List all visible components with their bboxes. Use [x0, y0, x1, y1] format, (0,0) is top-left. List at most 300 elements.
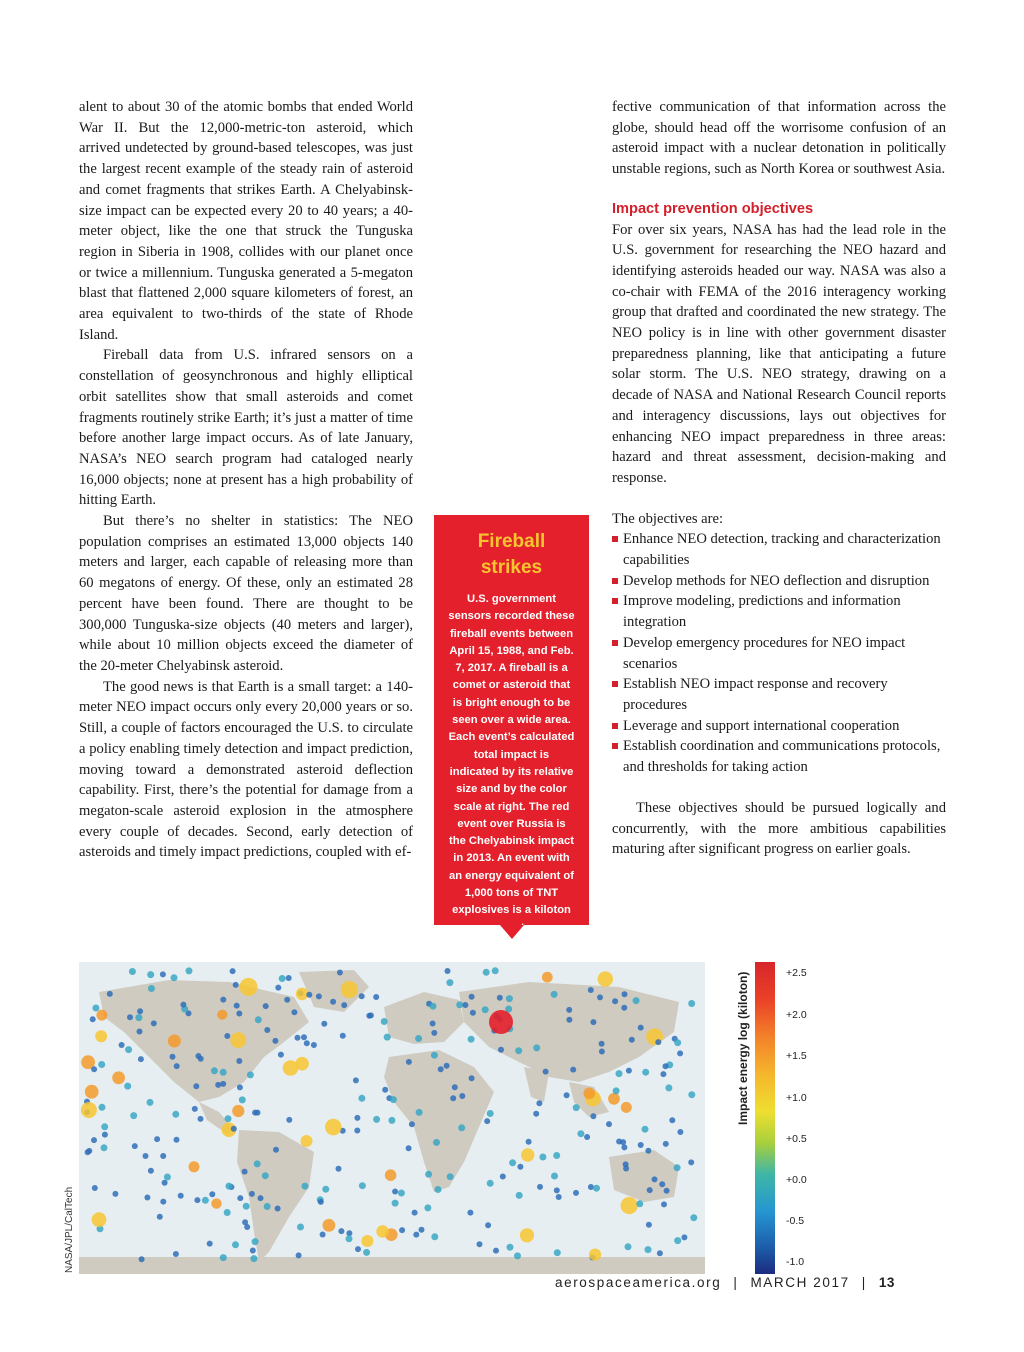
fireball-event-dot — [125, 1046, 132, 1053]
fireball-event-dot — [533, 1044, 540, 1051]
fireball-event-dot — [147, 971, 154, 978]
fireball-event-dot — [373, 1116, 380, 1123]
fireball-event-dot — [215, 1082, 221, 1088]
fireball-event-dot — [520, 1228, 534, 1242]
fireball-event-dot — [170, 1054, 176, 1060]
fireball-event-dot — [232, 1105, 244, 1117]
fireball-event-dot — [234, 1003, 240, 1009]
fireball-event-dot — [516, 1192, 523, 1199]
fireball-event-dot — [220, 997, 226, 1003]
fireball-event-dot — [286, 1117, 292, 1123]
objective-item: Develop emergency procedures for NEO impact scenarios — [612, 633, 946, 674]
objectives-intro: The objectives are: — [612, 510, 724, 527]
fireball-event-dot — [318, 1199, 324, 1205]
fireball-event-dot — [456, 1001, 463, 1008]
fireball-event-dot — [664, 1188, 670, 1194]
fireball-event-dot — [506, 995, 513, 1002]
fireball-event-dot — [554, 1187, 560, 1193]
fireball-event-dot — [355, 1246, 361, 1252]
fireball-event-dot — [85, 1085, 99, 1099]
fireball-event-dot — [469, 994, 475, 1000]
fireball-event-dot — [91, 1137, 97, 1143]
fireball-event-dot — [536, 1100, 542, 1106]
fireball-event-dot — [81, 1102, 97, 1118]
fireball-event-dot — [606, 1121, 612, 1127]
fireball-event-dot — [304, 1040, 310, 1046]
fireball-event-dot — [564, 1092, 570, 1098]
fireball-event-dot — [657, 1250, 663, 1256]
fireball-event-dot — [172, 1111, 179, 1118]
objective-item: Develop methods for NEO deflection and disruption — [612, 571, 946, 592]
objectives-list — [612, 529, 946, 777]
fireball-event-dot — [130, 1112, 137, 1119]
legend-tick: +1.5 — [786, 1050, 807, 1062]
fireball-event-dot — [450, 1095, 456, 1101]
fireball-event-dot — [415, 1035, 422, 1042]
world-map-svg — [79, 962, 705, 1274]
fireball-event-dot — [588, 987, 594, 993]
sidebar-title: Fireball strikes — [477, 531, 546, 578]
page-number: 13 — [878, 1275, 895, 1290]
fireball-event-dot — [338, 1228, 344, 1234]
fireball-event-dot — [590, 1113, 596, 1119]
fireball-event-dot — [264, 1203, 271, 1210]
fireball-event-dot — [533, 1111, 539, 1117]
fireball-event-dot — [311, 1042, 317, 1048]
fireball-event-dot — [353, 1077, 359, 1083]
fireball-event-dot — [279, 975, 286, 982]
fireball-event-dot — [154, 1136, 160, 1142]
fireball-event-dot — [642, 1126, 649, 1133]
fireball-event-dot — [652, 1176, 658, 1182]
fireball-event-dot — [162, 1180, 168, 1186]
fireball-event-dot — [323, 1219, 336, 1232]
fireball-event-dot — [220, 1081, 226, 1087]
fireball-event-dot — [297, 1224, 304, 1231]
fireball-event-dot — [186, 967, 193, 974]
fireball-event-dot — [588, 1184, 594, 1190]
fireball-event-dot — [86, 1148, 92, 1154]
fireball-event-dot — [500, 1174, 506, 1180]
fireball-event-dot — [148, 985, 155, 992]
fireball-event-dot — [96, 1010, 107, 1021]
fireball-event-dot — [262, 1172, 269, 1179]
fireball-event-dot — [119, 1042, 125, 1048]
fireball-event-dot — [320, 1232, 326, 1238]
fireball-event-dot — [244, 1224, 250, 1230]
fireball-event-dot — [160, 1199, 166, 1205]
fireball-event-dot — [325, 1119, 342, 1136]
fireball-event-dot — [95, 1030, 107, 1042]
objective-item: Establish NEO impact response and recovery procedures — [612, 674, 946, 715]
fireball-event-dot — [598, 971, 613, 986]
antarctica — [79, 1257, 705, 1274]
fireball-event-dot — [321, 1021, 327, 1027]
fireball-event-dot — [198, 1116, 204, 1122]
fireball-event-dot — [341, 1002, 347, 1008]
fireball-event-dot — [669, 1117, 675, 1123]
fireball-event-dot — [336, 1166, 342, 1172]
fireball-event-dot — [659, 1181, 665, 1187]
fireball-event-dot — [211, 1198, 221, 1208]
fireball-event-dot — [430, 1003, 437, 1010]
fireball-event-dot — [566, 1007, 572, 1013]
fireball-event-dot — [621, 1102, 632, 1113]
fireball-event-dot — [346, 1235, 353, 1242]
fireball-event-dot — [621, 1197, 638, 1214]
fireball-event-dot — [477, 1241, 483, 1247]
fireball-event-dot — [209, 1191, 215, 1197]
fireball-event-dot — [638, 1142, 644, 1148]
fireball-event-dot — [306, 992, 312, 998]
fireball-event-dot — [416, 1109, 423, 1116]
fireball-event-dot — [129, 968, 136, 975]
fireball-event-dot — [677, 1050, 683, 1056]
section-heading: Impact prevention objectives — [612, 200, 814, 217]
fireball-event-dot — [622, 991, 628, 997]
fireball-event-dot — [435, 1186, 442, 1193]
fireball-event-dot — [633, 997, 640, 1004]
fireball-event-dot — [661, 1201, 667, 1207]
fireball-event-dot — [663, 1141, 669, 1147]
fireball-event-dot — [192, 1106, 198, 1112]
fireball-event-dot — [655, 1039, 661, 1045]
fireball-event-dot — [526, 1139, 532, 1145]
fireball-event-dot — [91, 1066, 97, 1072]
fireball-event-dot — [236, 1011, 242, 1017]
fireball-event-dot — [677, 1129, 683, 1135]
fireball-event-dot — [224, 1209, 231, 1216]
fireball-event-dot — [385, 1169, 397, 1181]
fireball-event-dot — [224, 1033, 230, 1039]
fireball-event-dot — [409, 1121, 415, 1127]
fireball-event-dot — [263, 1003, 269, 1009]
fireball-event-dot — [681, 1234, 687, 1240]
objective-item: Enhance NEO detection, tracking and characterization capabilities — [612, 529, 946, 570]
fireball-event-dot — [392, 1189, 398, 1195]
fireball-event-dot — [398, 1190, 405, 1197]
section-body: For over six years, NASA has had the lead role in the U.S. government for researching the NEO hazard and identifying asteroids headed our way. NASA was also a co-chair with FEMA of the 2016 interagency working group that drafted and coordinated the new strategy. The NEO policy is in line with other government disaster preparedness planning, like that anticipating a future solar storm. The U.S. NEO strategy, drawing on a decade of NASA and National Research Council reports and interagency discussions, lays out objectives for enhancing NEO impact preparedness in three areas: hazard and threat assessment, decision-making and response. — [612, 221, 946, 486]
fireball-event-dot — [638, 1025, 644, 1031]
fireball-event-dot — [363, 1249, 370, 1256]
fireball-event-dot — [98, 1061, 105, 1068]
fireball-event-dot — [554, 1249, 561, 1256]
fireball-event-dot — [194, 1197, 200, 1203]
fireball-event-dot — [663, 1063, 669, 1069]
fireball-event-dot — [137, 1008, 143, 1014]
fireball-event-dot — [92, 1185, 98, 1191]
fireball-event-dot — [247, 1071, 254, 1078]
fireball-event-dot — [551, 991, 558, 998]
fireball-event-dot — [509, 1159, 516, 1166]
fireball-event-dot — [359, 993, 365, 999]
fireball-event-dot — [674, 1164, 681, 1171]
legend-tick: +1.0 — [786, 1092, 807, 1104]
fireball-event-dot — [236, 1058, 242, 1064]
fireball-event-dot — [226, 1183, 233, 1190]
fireball-event-dot — [381, 1018, 388, 1025]
fireball-event-dot — [556, 1194, 562, 1200]
fireball-event-dot — [275, 985, 281, 991]
fireball-event-dot — [341, 981, 358, 998]
fireball-event-dot — [573, 1104, 580, 1111]
fireball-event-dot — [593, 1185, 600, 1192]
fireball-event-dot — [107, 991, 113, 997]
fireball-event-dot — [430, 1021, 436, 1027]
fireball-event-dot — [160, 971, 166, 977]
fireball-event-dot — [382, 1087, 388, 1093]
fireball-event-dot — [468, 1036, 475, 1043]
page-footer: aerospaceamerica.org | MARCH 2017 | 13 — [555, 1275, 895, 1290]
fireball-event-dot — [646, 1222, 652, 1228]
fireball-event-dot — [160, 1153, 166, 1159]
fireball-event-dot — [373, 994, 379, 1000]
fireball-event-dot — [283, 1060, 299, 1076]
fireball-event-dot — [220, 1069, 227, 1076]
fireball-event-dot — [237, 1084, 243, 1090]
fireball-event-dot — [316, 993, 322, 999]
fireball-event-dot — [438, 1066, 444, 1072]
fireball-event-dot — [392, 1200, 399, 1207]
fireball-event-dot — [492, 967, 499, 974]
fireball-event-dot — [645, 1148, 651, 1154]
fireball-event-dot — [543, 1069, 549, 1075]
fireball-event-dot — [337, 970, 343, 976]
fireball-event-dot — [674, 1237, 681, 1244]
fireball-event-dot — [220, 1254, 227, 1261]
chelyabinsk-event-dot — [489, 1010, 513, 1034]
fireball-event-dot — [444, 1063, 450, 1069]
fireball-event-dot — [137, 1029, 143, 1035]
fireball-event-dot — [537, 1184, 543, 1190]
fireball-event-dot — [688, 1091, 695, 1098]
fireball-event-dot — [636, 1200, 643, 1207]
fireball-event-dot — [469, 1075, 475, 1081]
fireball-event-dot — [278, 1052, 284, 1058]
fireball-event-dot — [647, 1187, 653, 1193]
fireball-event-dot — [406, 1059, 412, 1065]
fireball-event-dot — [273, 1147, 279, 1153]
fireball-event-dot — [446, 979, 453, 986]
fireball-event-dot — [412, 1210, 418, 1216]
fireball-event-dot — [250, 1248, 256, 1254]
fireball-event-dot — [485, 1222, 491, 1228]
legend-tick: -1.0 — [786, 1256, 805, 1268]
fireball-event-dot — [99, 1104, 106, 1111]
fireball-event-dot — [101, 1144, 108, 1151]
fireball-event-dot — [284, 997, 290, 1003]
fireball-event-dot — [272, 1038, 278, 1044]
fireball-event-dot — [497, 995, 503, 1001]
fireball-event-dot — [258, 1195, 264, 1201]
fireball-event-dot — [470, 1010, 476, 1016]
fireball-event-dot — [255, 1016, 262, 1023]
fireball-event-dot — [616, 1139, 622, 1145]
legend-tick: +2.0 — [786, 1009, 807, 1021]
left-paragraph-4: The good news is that Earth is a small target: a 140-meter NEO impact occurs only every 20,000 years or so. Still, a couple of factors encouraged the U.S. to circulate a policy enabling timely detection and impact prediction, moving toward a demonstrated asteroid deflection capability. First, there’s the potential for damage from a megaton-scale asteroid explosion in the atmosphere every couple of decades. Second, early detection of asteroids and timely impact predictions, coupled with ef- — [79, 678, 413, 861]
fireball-event-dot — [112, 1071, 125, 1084]
fireball-event-dot — [482, 1006, 489, 1013]
fireball-event-dot — [570, 1067, 576, 1073]
objective-item: Improve modeling, predictions and information integration — [612, 591, 946, 632]
fireball-event-dot — [135, 1014, 142, 1021]
fireball-event-dot — [487, 1180, 494, 1187]
fireball-event-dot — [621, 1144, 627, 1150]
fireball-event-dot — [178, 1193, 184, 1199]
fireball-event-dot — [151, 1020, 157, 1026]
fireball-event-dot — [92, 1212, 107, 1227]
fireball-event-dot — [302, 1183, 309, 1190]
fireball-event-dot — [90, 1016, 96, 1022]
fireball-event-dot — [340, 1033, 346, 1039]
fireball-event-dot — [174, 1137, 180, 1143]
fireball-event-dot — [358, 1095, 365, 1102]
fireball-event-dot — [301, 1034, 307, 1040]
fireball-event-dot — [458, 1124, 465, 1131]
fireball-event-dot — [217, 1010, 227, 1020]
fireball-event-dot — [623, 1166, 629, 1172]
fireball-event-dot — [180, 1002, 186, 1008]
fireball-event-dot — [431, 1030, 437, 1036]
fireball-event-dot — [254, 1160, 261, 1167]
fireball-event-dot — [406, 1145, 412, 1151]
fireball-event-dot — [346, 1230, 352, 1236]
fireball-event-dot — [225, 1115, 232, 1122]
photo-credit: NASA/JPL/CalTech — [64, 1186, 75, 1273]
legend-tick: +0.5 — [786, 1133, 807, 1145]
fireball-event-dot — [232, 1241, 239, 1248]
fireball-event-dot — [665, 1084, 672, 1091]
fireball-event-dot — [425, 1171, 432, 1178]
fireball-event-dot — [484, 1118, 490, 1124]
fireball-event-dot — [625, 1243, 632, 1250]
fireball-event-dot — [286, 975, 292, 981]
fireball-event-dot — [252, 1238, 259, 1245]
left-paragraph-3: But there’s no shelter in statistics: The NEO population comprises an estimated 13,000 objects 140 meters and larger, each capable of releasing more than 60 megatons of energy. Of these, only an estimated 28 percent have been found. There are thought to be 300,000 Tunguska-size objects (40 meters and larger), while about 10 million objects exceed the diameter of the 20-meter Chelyabinsk asteroid. — [79, 513, 413, 674]
fireball-event-dot — [102, 1132, 108, 1138]
fireball-event-dot — [452, 1084, 458, 1090]
fireball-event-dot — [577, 1130, 584, 1137]
fireball-event-dot — [322, 1186, 329, 1193]
fireball-event-dot — [354, 1128, 360, 1134]
fireball-event-dot — [193, 1083, 199, 1089]
legend-title: Impact energy log (kiloton) — [736, 971, 750, 1125]
fireball-event-dot — [354, 1115, 360, 1121]
fireball-sidebar — [434, 515, 589, 934]
fireball-event-dot — [674, 1039, 681, 1046]
fireball-event-dot — [202, 1197, 209, 1204]
fireball-event-dot — [376, 1225, 389, 1238]
fireball-event-dot — [233, 982, 239, 988]
fireball-event-dot — [230, 1032, 246, 1048]
fireball-event-dot — [173, 1251, 179, 1257]
fireball-event-dot — [573, 1190, 579, 1196]
fireball-event-dot — [542, 972, 553, 983]
fireball-event-dot — [613, 1087, 620, 1094]
fireball-event-dot — [599, 1041, 605, 1047]
fireball-event-dot — [498, 1047, 504, 1053]
fireball-event-dot — [551, 1173, 558, 1180]
fireball-event-dot — [467, 1210, 473, 1216]
legend-tick: +0.0 — [786, 1174, 807, 1186]
fireball-event-dot — [132, 1143, 138, 1149]
fireball-event-dot — [139, 1256, 145, 1262]
fireball-event-dot — [301, 1135, 313, 1147]
fireball-event-dot — [517, 1164, 523, 1170]
fireball-event-dot — [147, 1099, 154, 1106]
fireball-event-dot — [584, 1134, 590, 1140]
fireball-event-dot — [250, 1255, 257, 1262]
fireball-event-dot — [424, 1204, 431, 1211]
fireball-event-dot — [645, 1246, 652, 1253]
fireball-event-dot — [612, 998, 618, 1004]
fireball-event-dot — [295, 1035, 301, 1041]
right-intro-paragraph: fective communication of that information across the globe, should head off the worrisome confusion of an asteroid impact with a nuclear detonation in politically unstable regions, such as North Korea or southwest Asia. — [612, 99, 946, 178]
fireball-event-dot — [688, 1000, 695, 1007]
fireball-event-dot — [264, 1027, 270, 1033]
fireball-event-dot — [433, 1139, 440, 1146]
left-paragraph-1: alent to about 30 of the atomic bombs that ended World War II. But the 12,000-metric-ton asteroid, which arrived undetected by ground-based telescopes, was just the largest recent example of the steady rain of asteroid and comet fragments that strikes Earth. A Chelyabinsk-size impact can be expected every 20 to 40 years; a 40-meter object, like the one that struck the Tunguska region in Siberia in 1908, collides with our planet once or twice a millennium. Tunguska generated a 5-megaton blast that flattened 2,000 square kilometers of forest, an area equivalent to two-thirds of the state of Rhode Island. — [79, 99, 413, 343]
fireball-event-dot — [616, 1070, 623, 1077]
fireball-event-dot — [445, 968, 451, 974]
fireball-event-dot — [275, 1206, 281, 1212]
left-column — [79, 97, 413, 863]
fireball-event-dot — [189, 1161, 200, 1172]
fireball-event-dot — [388, 1117, 395, 1124]
fireball-event-dot — [174, 1063, 180, 1069]
fireball-event-dot — [237, 1195, 243, 1201]
fireball-event-dot — [148, 1168, 154, 1174]
fireball-event-dot — [124, 1083, 131, 1090]
fireball-event-dot — [195, 1053, 201, 1059]
fireball-event-dot — [626, 1068, 632, 1074]
fireball-event-dot — [168, 1035, 181, 1048]
fireball-event-dot — [597, 994, 603, 1000]
sidebar-body: U.S. government sensors recorded these fireball events between April 15, 1988, and Feb. 7, 2017. A fireball is a comet or asteroid that is bright enough to be seen over a wide area. Each event’s calculated total impact is indicated by its relative size and by the color scale at right. The red event over Russia is the Chelyabinsk impact in 2013. An event with an energy equivalent of 1,000 tons of TNT explosives is a kiloton event. — [448, 593, 575, 934]
fireball-event-dot — [249, 1191, 255, 1197]
fireball-event-dot — [384, 1034, 391, 1041]
fireball-event-dot — [92, 1005, 99, 1012]
fireball-event-dot — [399, 1227, 405, 1233]
fireball-event-dot — [584, 1088, 596, 1100]
fireball-event-dot — [240, 978, 258, 996]
fireball-event-dot — [589, 1249, 601, 1261]
color-scale-bar — [755, 962, 775, 1274]
fireball-event-dot — [507, 1244, 514, 1251]
fireball-event-dot — [690, 1214, 697, 1221]
closing-paragraph: These objectives should be pursued logically and concurrently, with the more ambitious capabilities maturing after significant progress on earlier goals. — [612, 799, 946, 858]
fireball-event-dot — [171, 974, 178, 981]
fireball-event-dot — [296, 1252, 302, 1258]
fireball-event-dot — [642, 1069, 649, 1076]
fireball-event-dot — [447, 1173, 454, 1180]
legend-tick: -0.5 — [786, 1215, 805, 1227]
fireball-event-dot — [493, 1248, 499, 1254]
fireball-event-dot — [629, 1037, 635, 1043]
fireball-event-dot — [514, 1252, 521, 1259]
fireball-event-dot — [239, 1096, 246, 1103]
fireball-event-dot — [487, 1110, 494, 1117]
fireball-event-dot — [231, 1126, 237, 1132]
left-paragraph-2: Fireball data from U.S. infrared sensors on a constellation of geosynchronous and highly elliptical orbit satellites show that small asteroids and comet fragments routinely strike Earth; it’s just a matter of time before another large impact occurs. As of late January, NASA’s NEO search program had cataloged nearly 16,000 objects; none at present has a high probability of hitting Earth. — [79, 347, 413, 509]
objective-item: Establish coordination and communications protocols, and thresholds for taking action — [612, 736, 946, 777]
fireball-event-dot — [621, 1005, 627, 1011]
fireball-event-dot — [660, 1071, 666, 1077]
fireball-event-dot — [359, 1182, 366, 1189]
fireball-event-dot — [390, 1096, 397, 1103]
fireball-event-dot — [361, 1235, 373, 1247]
fireball-event-dot — [330, 999, 336, 1005]
